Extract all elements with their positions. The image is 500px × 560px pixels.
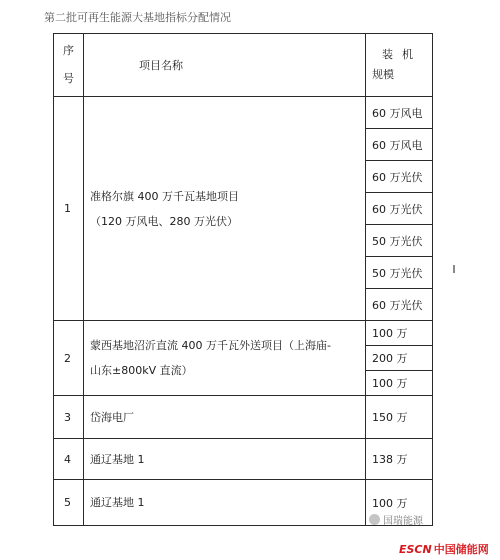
- capacity-cell: 200 万: [366, 346, 433, 371]
- capacity-cell: 50 万光伏: [366, 257, 433, 289]
- escn-site-name: 中国储能网: [433, 543, 489, 556]
- capacity-cell: 150 万: [366, 396, 433, 439]
- capacity-cell: 50 万光伏: [366, 225, 433, 257]
- project-name-cell: 蒙西基地沼沂直流 400 万千瓦外送项目（上海庙- 山东±800kV 直流）: [84, 321, 366, 396]
- capacity-cell: 60 万光伏: [366, 193, 433, 225]
- project-name-cell: 准格尔旗 400 万千瓦基地项目 （120 万风电、280 万光伏）: [84, 97, 366, 321]
- row-number: 4: [54, 439, 84, 480]
- project-name-cell: 通辽基地 1: [84, 439, 366, 480]
- header-serial-number: 序 号: [54, 34, 84, 97]
- capacity-cell: 100 万: [366, 371, 433, 396]
- watermark-text: 国瑞能源: [383, 516, 423, 527]
- header-project-name: 项目名称: [84, 34, 366, 97]
- row-number: 5: [54, 480, 84, 526]
- allocation-table: [53, 33, 433, 526]
- watermark: [369, 512, 423, 527]
- row-number: 1: [54, 97, 84, 321]
- source-logo: [399, 541, 489, 557]
- wechat-icon: [369, 514, 380, 525]
- table-row: [54, 321, 433, 346]
- table-row: [54, 396, 433, 439]
- capacity-cell: 138 万: [366, 439, 433, 480]
- capacity-cell: 100 万: [366, 321, 433, 346]
- document-title: 第二批可再生能源大基地指标分配情况: [44, 11, 231, 24]
- project-name-cell: 岱海电厂: [84, 396, 366, 439]
- project-name-cell: 通辽基地 1: [84, 480, 366, 526]
- escn-brand: ESCN: [399, 542, 432, 556]
- capacity-cell: 60 万光伏: [366, 161, 433, 193]
- row-number: 3: [54, 396, 84, 439]
- capacity-cell: 60 万光伏: [366, 289, 433, 321]
- table-header-row: [54, 34, 433, 97]
- capacity-cell: 60 万风电: [366, 97, 433, 129]
- scan-mark: [453, 265, 455, 273]
- row-number: 2: [54, 321, 84, 396]
- table-row: [54, 97, 433, 129]
- table-row: [54, 439, 433, 480]
- capacity-cell: 100 万: [366, 480, 433, 526]
- header-capacity: 装机 规模: [366, 34, 433, 97]
- capacity-cell: 60 万风电: [366, 129, 433, 161]
